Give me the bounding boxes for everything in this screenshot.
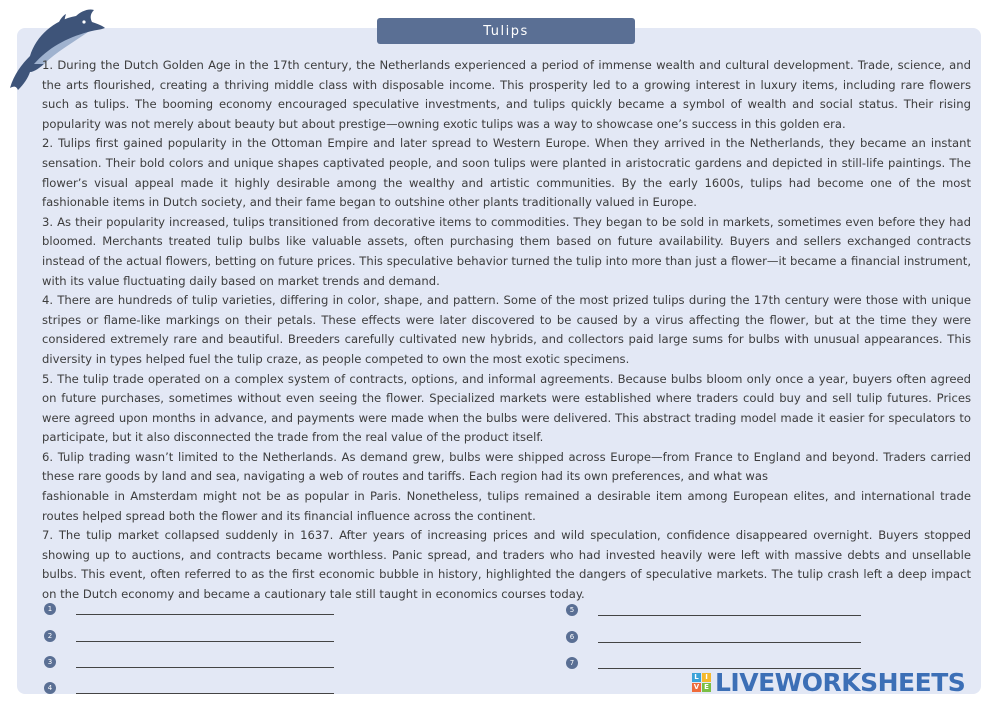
answer-number: 3	[44, 656, 56, 668]
paragraph-1: 1. During the Dutch Golden Age in the 17th century, the Netherlands experienced a period of immense wealth and cultural development. Trade, science, and the arts flourished, creating a thriving middle class with disposable income. This prosperity led to a growing interest in luxury items, including rare flowers such as tulips. The booming economy encouraged speculative investments, and tulips quickly became a symbol of wealth and social status. Their rising popularity was not merely about beauty but about prestige—owning exotic tulips was a way to showcase one’s success in this golden era.	[42, 58, 971, 131]
answer-number: 5	[566, 604, 578, 616]
answer-input-2[interactable]	[76, 629, 334, 642]
paragraph-2: 2. Tulips first gained popularity in the Ottoman Empire and later spread to Western Europe. When they arrived in the Netherlands, they became an instant sensation. Their bold colors and unique shapes captivated people, and soon tulips were planted in aristocratic gardens and depicted in still-life paintings. The flower’s visual appeal made it highly desirable among the wealthy and artistic communities. By the early 1600s, tulips had become one of the most fashionable items in Dutch society, and their fame began to outshine other plants traditionally valued in Europe.	[42, 136, 971, 210]
reading-passage	[42, 56, 971, 605]
answer-input-5[interactable]	[598, 603, 861, 616]
paragraph-3: 3. As their popularity increased, tulips transitioned from decorative items to commodities. They began to be sold in markets, sometimes even before they had bloomed. Merchants treated tulip bulbs like valuable assets, often purchasing them based on future availability. Buyers and sellers exchanged contracts instead of the actual flowers, betting on future prices. This speculative behavior turned the tulip into more than just a flower—it became a financial instrument, with its value fluctuating daily based on market trends and demand.	[42, 214, 971, 288]
answer-row-4	[44, 681, 334, 694]
logo-letter: L	[692, 673, 701, 682]
answer-number: 2	[44, 630, 56, 642]
paragraph-6-continued: fashionable in Amsterdam might not be as popular in Paris. Nonetheless, tulips remained a desirable item among European elites, and international trade routes helped spread both the flower and its financial influence across the continent.	[42, 489, 971, 523]
logo-letter: V	[693, 683, 700, 691]
answer-row-1	[44, 602, 334, 615]
answer-input-3[interactable]	[76, 655, 334, 668]
logo-letter: I	[702, 673, 711, 682]
answer-number: 1	[44, 603, 56, 615]
answer-row-3	[44, 655, 334, 668]
logo-wordmark: LIVEWORKSHEETS	[715, 668, 966, 697]
answer-input-6[interactable]	[598, 630, 861, 643]
answer-input-4[interactable]	[76, 681, 334, 694]
answer-row-2	[44, 629, 334, 642]
paragraph-7: 7. The tulip market collapsed suddenly in 1637. After years of increasing prices and wild speculation, confidence disappeared overnight. Buyers stopped showing up to auctions, and contracts became worthless. Panic spread, and traders who had invested heavily were left with massive debts and unsellable bulbs. This event, often referred to as the first economic bubble in history, highlighted the dangers of speculative markets. The tulip crash left a deep impact on the Dutch economy and became a cautionary tale still taught in economics courses today.	[42, 528, 971, 602]
worksheet-title: Tulips	[377, 18, 635, 44]
answer-number: 7	[566, 657, 578, 669]
logo-mark	[692, 673, 711, 692]
answer-row-5	[566, 603, 861, 616]
paragraph-6: 6. Tulip trading wasn’t limited to the Netherlands. As demand grew, bulbs were shipped across Europe—from France to England and beyond. Traders carried these rare goods by land and sea, navigating a web of routes and tariffs. Each region had its own preferences, and what was	[42, 449, 971, 484]
answer-number: 6	[566, 631, 578, 643]
liveworksheets-logo[interactable]	[692, 668, 965, 697]
answer-row-6	[566, 630, 861, 643]
paragraph-5: 5. The tulip trade operated on a complex system of contracts, options, and informal agreements. Because bulbs bloom only once a year, buyers often agreed on future purchases, sometimes without even seeing the flower. Specialized markets were established where traders could buy and sell tulip futures. Prices were agreed upon months in advance, and payments were made when the bulbs were delivered. This abstract trading model made it easier for speculators to participate, but it also disconnected the trade from the real value of the product itself.	[42, 371, 971, 445]
paragraph-4: 4. There are hundreds of tulip varieties, differing in color, shape, and pattern. Some of the most prized tulips during the 17th century were those with unique stripes or flame-like markings on their petals. These effects were later discovered to be caused by a virus affecting the flower, but at the time they were considered extremely rare and beautiful. Breeders carefully cultivated new hybrids, and collectors paid large sums for bulbs with unusual appearances. This diversity in types helped fuel the tulip craze, as people competed to own the most exotic specimens.	[42, 293, 971, 366]
logo-letter: E	[702, 683, 711, 692]
answer-number: 4	[44, 682, 56, 694]
answer-input-1[interactable]	[76, 602, 334, 615]
